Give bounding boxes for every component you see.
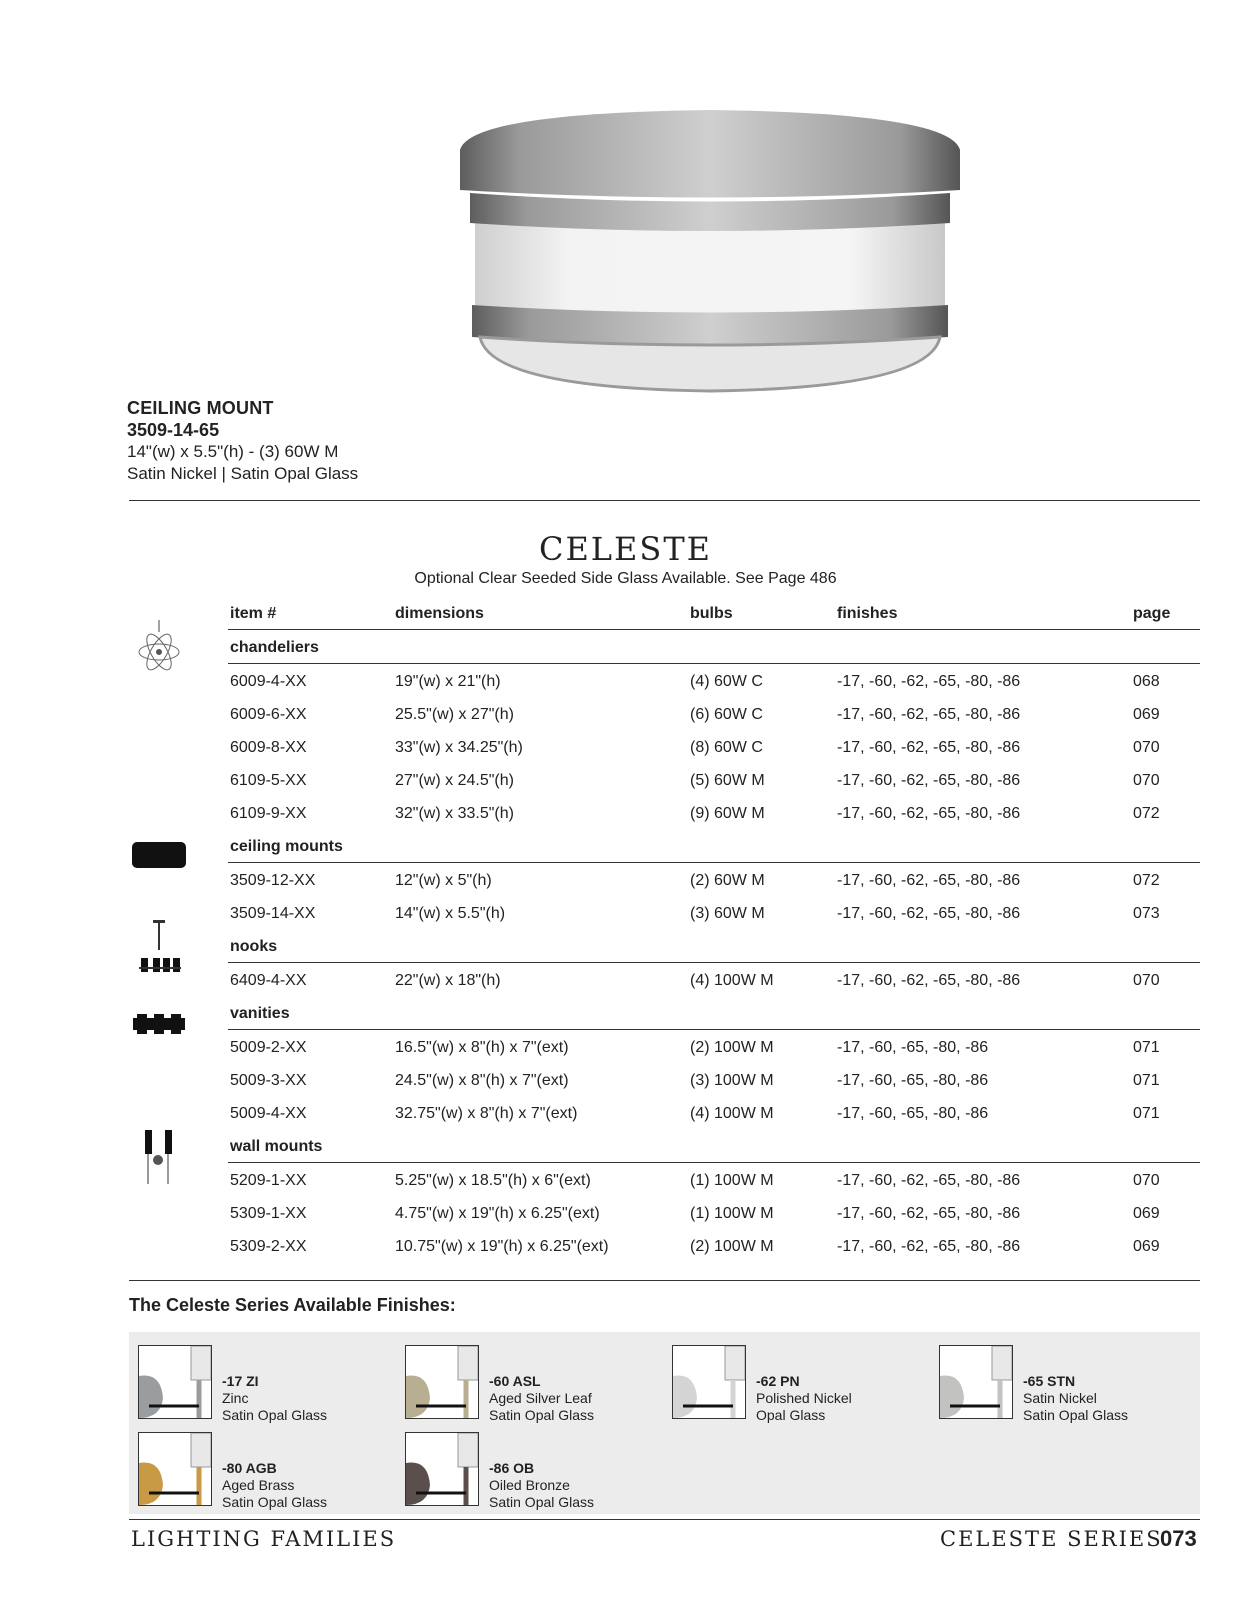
table-bottom-rule [129, 1280, 1200, 1281]
table-cell: 6009-8-XX [230, 739, 307, 756]
series-subtitle: Optional Clear Seeded Side Glass Available. See Page 486 [414, 570, 837, 587]
table-cell: 072 [1133, 872, 1160, 889]
table-cell: 25.5"(w) x 27"(h) [395, 706, 514, 723]
table-cell: 27"(w) x 24.5"(h) [395, 772, 514, 789]
table-cell: -17, -60, -62, -65, -80, -86 [837, 1205, 1021, 1222]
page-number: 073 [1160, 1526, 1197, 1551]
finish-swatch [672, 1345, 746, 1419]
table-cell: 068 [1133, 673, 1160, 690]
finish-glass: Satin Opal Glass [222, 1407, 328, 1423]
product-finish: Satin Nickel | Satin Opal Glass [127, 464, 359, 483]
table-cell: -17, -60, -62, -65, -80, -86 [837, 1238, 1021, 1255]
table-cell: (5) 60W M [690, 772, 765, 789]
category-label: ceiling mounts [230, 838, 343, 855]
item-header: item # [230, 605, 277, 622]
category-label: chandeliers [230, 639, 319, 656]
product-spec: 14"(w) x 5.5"(h) - (3) 60W M [127, 442, 339, 461]
table-cell: -17, -60, -62, -65, -80, -86 [837, 772, 1021, 789]
finish-glass: Satin Opal Glass [489, 1494, 595, 1510]
finish-swatch [138, 1432, 212, 1506]
finish-glass: Opal Glass [756, 1407, 826, 1423]
table-cell: (9) 60W M [690, 805, 765, 822]
wall-mount-thumbnail [131, 1130, 187, 1184]
table-cell: -17, -60, -65, -80, -86 [837, 1039, 989, 1056]
table-cell: -17, -60, -62, -65, -80, -86 [837, 673, 1021, 690]
finishes-header: finishes [837, 605, 898, 622]
table-cell: 14"(w) x 5.5"(h) [395, 905, 506, 922]
finish-glass: Satin Opal Glass [1023, 1407, 1129, 1423]
finish-glass: Satin Opal Glass [489, 1407, 595, 1423]
table-cell: 073 [1133, 905, 1160, 922]
table-cell: 19"(w) x 21"(h) [395, 673, 501, 690]
category-rule [228, 1162, 1200, 1163]
nook-thumbnail [131, 920, 187, 978]
category-rule [228, 962, 1200, 963]
table-cell: (1) 100W M [690, 1172, 774, 1189]
table-cell: 6009-4-XX [230, 673, 307, 690]
table-cell: -17, -60, -62, -65, -80, -86 [837, 739, 1021, 756]
finish-swatch [405, 1345, 479, 1419]
table-cell: 5009-4-XX [230, 1105, 307, 1122]
table-cell: 070 [1133, 972, 1160, 989]
table-cell: 5309-2-XX [230, 1238, 307, 1255]
table-cell: 5009-2-XX [230, 1039, 307, 1056]
category-rule [228, 663, 1200, 664]
table-cell: 33"(w) x 34.25"(h) [395, 739, 523, 756]
table-cell: 6109-5-XX [230, 772, 307, 789]
finish-name: Zinc [222, 1390, 249, 1406]
table-cell: 32"(w) x 33.5"(h) [395, 805, 514, 822]
table-cell: 069 [1133, 1238, 1160, 1255]
table-cell: (3) 60W M [690, 905, 765, 922]
table-cell: (2) 100W M [690, 1039, 774, 1056]
finish-name: Aged Brass [222, 1477, 295, 1493]
category-rule [228, 1029, 1200, 1030]
table-cell: (3) 100W M [690, 1072, 774, 1089]
table-cell: 10.75"(w) x 19"(h) x 6.25"(ext) [395, 1238, 609, 1255]
table-cell: -17, -60, -62, -65, -80, -86 [837, 706, 1021, 723]
finish-code: -86 OB [489, 1460, 535, 1476]
finish-name: Satin Nickel [1023, 1390, 1097, 1406]
finish-name: Polished Nickel [756, 1390, 852, 1406]
table-cell: 3509-14-XX [230, 905, 316, 922]
table-cell: 3509-12-XX [230, 872, 316, 889]
table-cell: (6) 60W C [690, 706, 763, 723]
table-cell: 071 [1133, 1105, 1160, 1122]
table-cell: (2) 60W M [690, 872, 765, 889]
table-header-rule [228, 629, 1200, 630]
table-cell: 22"(w) x 18"(h) [395, 972, 501, 989]
finish-swatch [405, 1432, 479, 1506]
series-title: CELESTE [538, 530, 713, 568]
table-cell: 071 [1133, 1072, 1160, 1089]
table-cell: (4) 60W C [690, 673, 763, 690]
finish-swatch [138, 1345, 212, 1419]
table-cell: 5209-1-XX [230, 1172, 307, 1189]
table-cell: 6409-4-XX [230, 972, 307, 989]
chandelier-thumbnail [131, 620, 187, 676]
dimensions-header: dimensions [395, 605, 484, 622]
page-header: page [1133, 605, 1171, 622]
finish-swatch [939, 1345, 1013, 1419]
product-type: CEILING MOUNT [127, 398, 274, 418]
table-cell: 12"(w) x 5"(h) [395, 872, 492, 889]
ceiling-mount-product-image [460, 105, 970, 405]
divider [129, 500, 1200, 501]
finish-code: -65 STN [1023, 1373, 1076, 1389]
table-cell: -17, -60, -65, -80, -86 [837, 1105, 989, 1122]
table-cell: -17, -60, -62, -65, -80, -86 [837, 972, 1021, 989]
product-item-number: 3509-14-65 [127, 420, 220, 440]
table-cell: 32.75"(w) x 8"(h) x 7"(ext) [395, 1105, 578, 1122]
table-cell: -17, -60, -65, -80, -86 [837, 1072, 989, 1089]
table-cell: 071 [1133, 1039, 1160, 1056]
footer-rule [129, 1519, 1200, 1520]
table-cell: 6109-9-XX [230, 805, 307, 822]
table-cell: 4.75"(w) x 19"(h) x 6.25"(ext) [395, 1205, 600, 1222]
table-cell: (4) 100W M [690, 972, 774, 989]
table-cell: 5309-1-XX [230, 1205, 307, 1222]
finish-name: Oiled Bronze [489, 1477, 570, 1493]
table-cell: (1) 100W M [690, 1205, 774, 1222]
table-cell: 070 [1133, 1172, 1160, 1189]
finish-name: Aged Silver Leaf [489, 1390, 592, 1406]
table-cell: 5009-3-XX [230, 1072, 307, 1089]
table-cell: 070 [1133, 772, 1160, 789]
table-cell: -17, -60, -62, -65, -80, -86 [837, 805, 1021, 822]
table-cell: (8) 60W C [690, 739, 763, 756]
category-rule [228, 862, 1200, 863]
vanity-thumbnail [131, 1012, 187, 1036]
category-label: wall mounts [230, 1138, 323, 1155]
finish-code: -62 PN [756, 1373, 800, 1389]
table-cell: (4) 100W M [690, 1105, 774, 1122]
table-cell: 6009-6-XX [230, 706, 307, 723]
footer-section-label: LIGHTING FAMILIES [131, 1527, 397, 1551]
finish-code: -17 ZI [222, 1373, 259, 1389]
table-cell: 16.5"(w) x 8"(h) x 7"(ext) [395, 1039, 569, 1056]
ceiling-mount-thumbnail [131, 838, 187, 872]
table-cell: 070 [1133, 739, 1160, 756]
finishes-title: The Celeste Series Available Finishes: [129, 1295, 456, 1315]
finish-glass: Satin Opal Glass [222, 1494, 328, 1510]
table-cell: -17, -60, -62, -65, -80, -86 [837, 872, 1021, 889]
finish-code: -60 ASL [489, 1373, 541, 1389]
category-label: vanities [230, 1005, 290, 1022]
bulbs-header: bulbs [690, 605, 733, 622]
table-cell: -17, -60, -62, -65, -80, -86 [837, 905, 1021, 922]
table-cell: 069 [1133, 1205, 1160, 1222]
table-cell: (2) 100W M [690, 1238, 774, 1255]
table-cell: 072 [1133, 805, 1160, 822]
footer-series-label: CELESTE SERIES [940, 1527, 1163, 1551]
category-label: nooks [230, 938, 278, 955]
table-cell: 24.5"(w) x 8"(h) x 7"(ext) [395, 1072, 569, 1089]
table-cell: -17, -60, -62, -65, -80, -86 [837, 1172, 1021, 1189]
finish-code: -80 AGB [222, 1460, 277, 1476]
table-cell: 5.25"(w) x 18.5"(h) x 6"(ext) [395, 1172, 591, 1189]
table-cell: 069 [1133, 706, 1160, 723]
